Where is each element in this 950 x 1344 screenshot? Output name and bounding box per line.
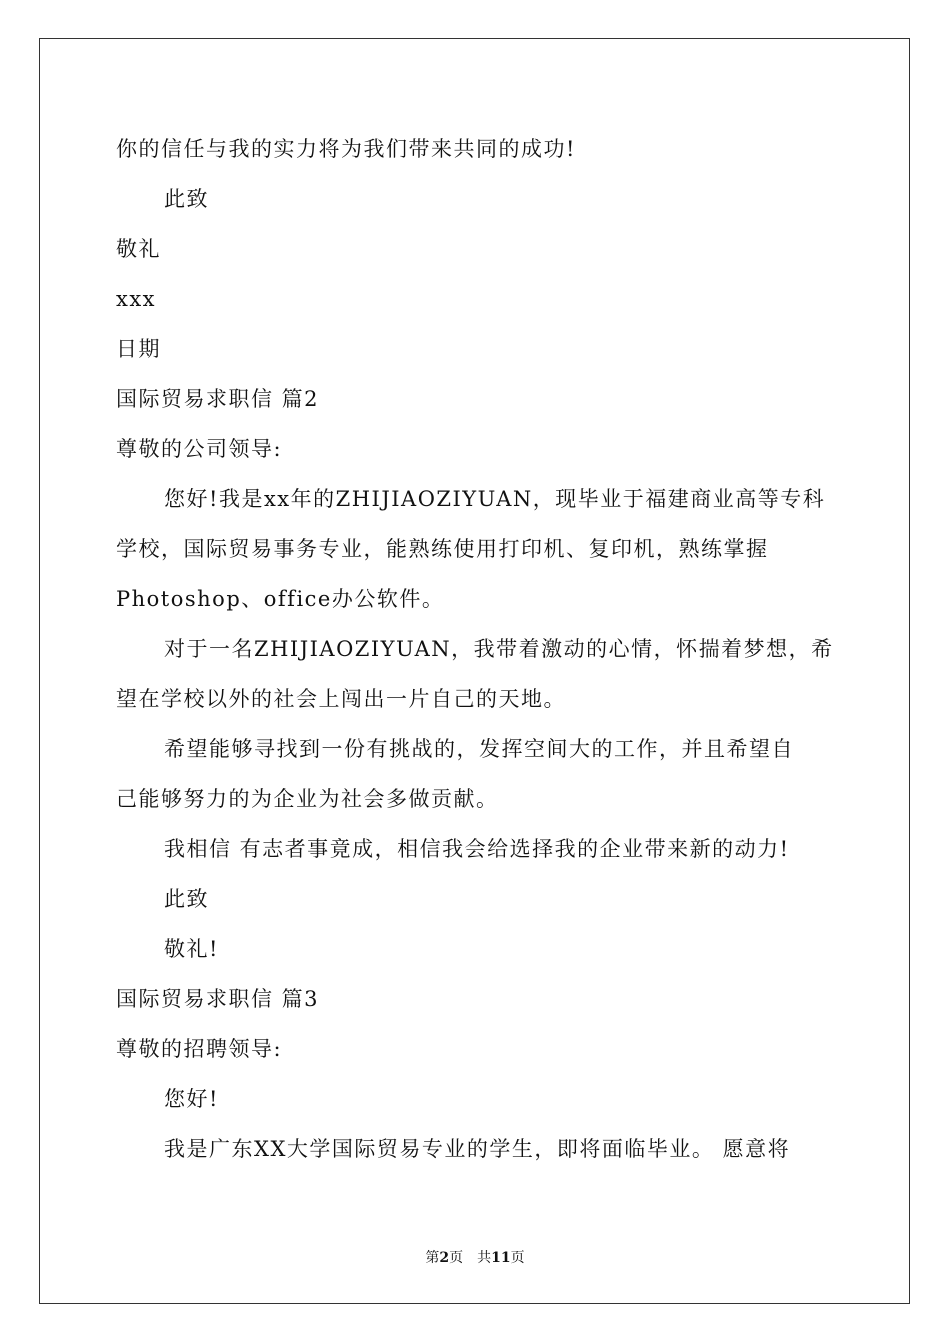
text-line: 您好!我是xx年的ZHIJIAOZIYUAN，现毕业于福建商业高等专科 bbox=[164, 487, 826, 511]
signature-name: xxx bbox=[116, 287, 157, 311]
document-body bbox=[116, 124, 836, 1174]
letter-greeting: 尊敬的招聘领导: bbox=[116, 1037, 283, 1061]
section-heading: 国际贸易求职信 篇3 bbox=[116, 987, 320, 1011]
closing-regards: 敬礼! bbox=[164, 937, 219, 961]
total-suffix: 页 bbox=[510, 1250, 525, 1266]
text-line: Photoshop、office办公软件。 bbox=[116, 587, 445, 611]
text-line: 我是广东XX大学国际贸易专业的学生，即将面临毕业。 愿意将 bbox=[164, 1137, 791, 1161]
section-heading: 国际贸易求职信 篇2 bbox=[116, 387, 320, 411]
total-prefix: 共 bbox=[477, 1250, 492, 1266]
closing-salutation: 此致 bbox=[164, 887, 209, 911]
text-line: 我相信 有志者事竟成，相信我会给选择我的企业带来新的动力! bbox=[164, 837, 790, 861]
page-number: 2 bbox=[439, 1250, 450, 1266]
letter-greeting: 尊敬的公司领导: bbox=[116, 437, 283, 461]
text-line: 望在学校以外的社会上闯出一片自己的天地。 bbox=[116, 687, 566, 711]
signature-date: 日期 bbox=[116, 337, 161, 361]
closing-salutation: 此致 bbox=[164, 187, 209, 211]
page-footer bbox=[0, 1247, 950, 1267]
page-prefix: 第 bbox=[425, 1250, 440, 1266]
text-line: 希望能够寻找到一份有挑战的，发挥空间大的工作，并且希望自 bbox=[164, 737, 794, 761]
text-line: 对于一名ZHIJIAOZIYUAN，我带着激动的心情，怀揣着梦想，希 bbox=[164, 637, 834, 661]
text-line: 己能够努力的为企业为社会多做贡献。 bbox=[116, 787, 499, 811]
text-line: 学校，国际贸易事务专业，能熟练使用打印机、复印机，熟练掌握 bbox=[116, 537, 769, 561]
closing-regards: 敬礼 bbox=[116, 237, 161, 261]
total-pages: 11 bbox=[491, 1250, 511, 1266]
text-line: 您好! bbox=[164, 1087, 219, 1111]
page-suffix: 页 bbox=[449, 1250, 464, 1266]
text-line: 你的信任与我的实力将为我们带来共同的成功! bbox=[116, 137, 576, 161]
